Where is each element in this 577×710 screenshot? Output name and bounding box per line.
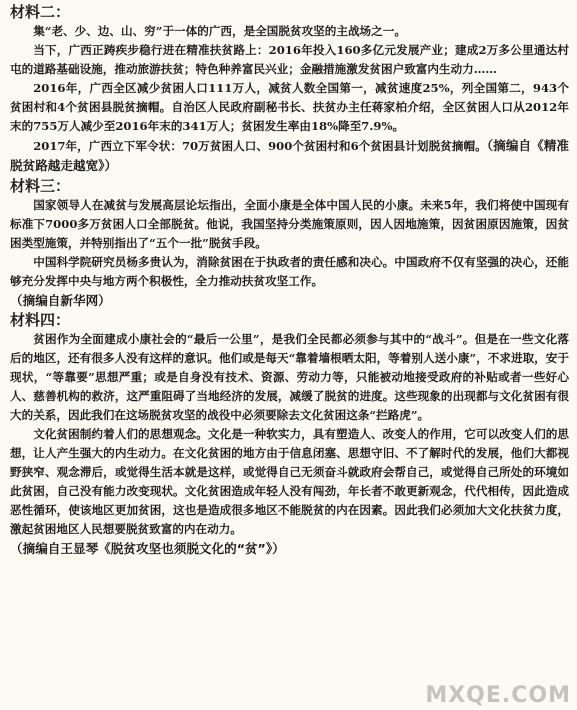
watermark-logo: MXQE.COM [425,683,571,708]
section2-paragraph-4 [10,136,569,176]
section2-paragraph-1: 集“老、少、边、山、穷”于一体的广西，是全国脱贫攻坚的主战场之一。 [33,24,406,38]
section4-heading: 材料四： [10,311,71,329]
section3-paragraph-1: 国家领导人在减贫与发展高层论坛指出，全面小康是全体中国人民的小康。未来5年，我们将使中国现有标准下7000多万贫困人口全部脱贫。他说，我国坚持分类施策原则，因人因地施策，因贫困原因施策，因贫困类型施策，并特别指出了“五个一批”脱贫手段。 [10,198,569,250]
section4-paragraph-2: 文化贫困制约着人们的思想观念。文化是一种软实力，具有塑造人、改变人的作用，它可以改变人们的思想，让人产生强大的内生动力。在文化贫困的地方由于信息闭塞、思想守旧、不了解时代的发展，他们大都视野狭窄、观念滞后，或觉得生活本就是这样，或觉得自己无须奋斗就政府会帮自己，或觉得自己所处的环境如此贫困，自己没有能力改变现状。文化贫困造成年轻人没有闯劲，年长者不敢更新观念，代代相传，因此造成恶性循环，使该地区更加贫困，这也是造成很多地区不能脱贫的内在因素。因此我们必须加大文化扶贫力度，激起贫困地区人民想要脱贫致富的内在动力。 [10,427,569,536]
section3-paragraph-2: 中国科学院研究员杨多贵认为，消除贫困在于执政者的责任感和决心。中国政府不仅有坚强的决心，还能够充分发挥中央与地方两个积极性，全力推动扶贫攻坚工作。 [10,255,569,288]
section2-paragraph-3: 2016年，广西全区减少贫困人口111万人，减贫人数全国第一，减贫速度25%，列全国第二，943个贫困村和4个贫困县脱贫摘帽。自治区人民政府副秘书长、扶贫办主任蒋家柏介绍，全区贫困人口从2012年末的755万人减少至2016年末的341万人；贫困发生率由18%降至7.9%。 [10,81,569,133]
section2-paragraph-4-text: 2017年，广西立下军令状：70万贫困人口、900个贫困村和6个贫困县计划脱贫摘帽。 [33,139,487,153]
section4-paragraph-1: 贫困作为全面建成小康社会的“最后一公里”，是我们全民都必须参与其中的“战斗”。但是在一些文化落后的地区，还有很多人没有这样的意识。他们或是每天“靠着墙根晒太阳，等着别人送小康”，不求进取，安于现状，“等靠要”思想严重；或是自身没有技术、资源、劳动力等，只能被动地接受政府的补贴或者一些好心人、慈善机构的救济，这严重阻碍了当地经济的发展，减缓了脱贫的进度。这些现象的出现都与文化贫困有很大的关系，因此我们在这场脱贫攻坚的战役中必须要除去文化贫困这条“拦路虎”。 [10,332,569,422]
section4-source: （摘编自王显琴《脱贫攻坚也须脱文化的“贫”》） [10,541,285,556]
section2-heading: 材料二： [10,3,71,21]
section2-source: （摘编自《精准脱贫路越走越宽》） [10,138,570,173]
section2-paragraph-2: 当下，广西正踌疾步稳行进在精准扶贫路上：2016年投入160多亿元发展产业；建成2万多公里通达村屯的道路基础设施，推动旅游扶贫；特色种养富民兴业；金融措施激发贫困户致富内生动力…… [10,43,569,76]
section3-heading: 材料三： [10,177,71,195]
section3-source: （摘编自新华网） [10,293,111,308]
